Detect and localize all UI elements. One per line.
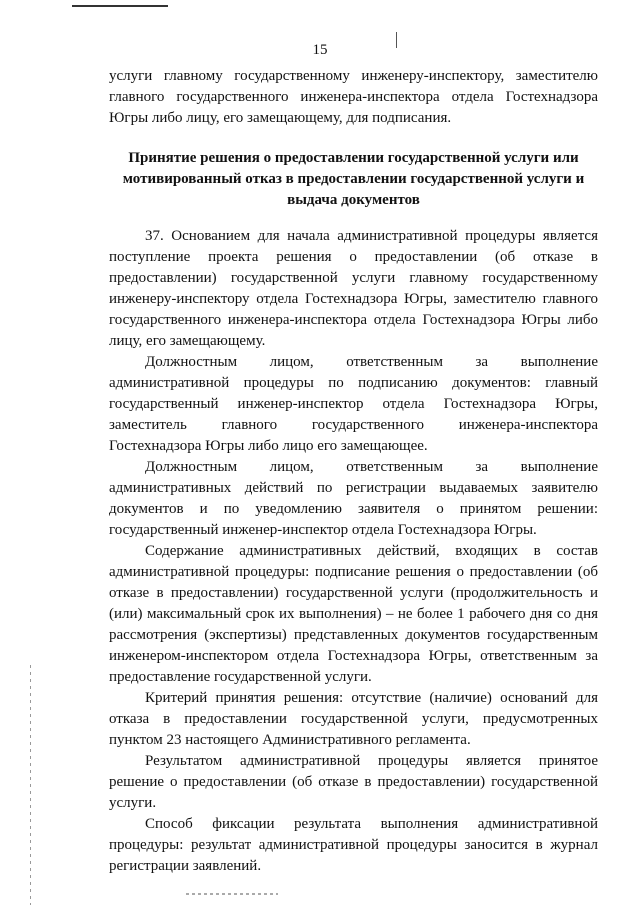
body-text	[109, 226, 598, 877]
paragraph-procedure-content: Содержание административных действий, входящих в состав административной процедуры: подписание решения о предоставлении (об отказе в предоставлении) государственной услуги (продолжительность и (или) максимальный срок их выполнения) – не более 1 рабочего дня со дня рассмотрения (экспертизы) представленных документов государственным инженером-инспектором отдела Гостехнадзора Югры, ответственным за предоставление государственной услуги.	[109, 543, 598, 685]
paragraph-registration-official: Должностным лицом, ответственным за выполнение административных действий по регистрации выдаваемых заявителю документов и по уведомлению заявителя о принятом решении: государственный инженер-инспектор отдела Гостехнадзора Югры.	[109, 459, 598, 538]
paragraph-result-recording: Способ фиксации результата выполнения административной процедуры: результат административной процедуры заносится в журнал регистрации заявлений.	[109, 816, 598, 874]
top-rule	[72, 5, 168, 7]
paragraph-signing-official: Должностным лицом, ответственным за выполнение административной процедуры по подписанию документов: главный государственный инженер-инспектор отдела Гостехнадзора Югры, заместитель главного государственного инженера-инспектора Гостехнадзора Югры либо лицо его замещающее.	[109, 354, 598, 454]
section-heading: Принятие решения о предоставлении государственной услуги или мотивированный отказ в предоставлении государственной услуги и выдача документов	[122, 150, 585, 208]
intro-block	[109, 66, 598, 129]
paragraph-37: 37. Основанием для начала административной процедуры является поступление проекта решения о предоставлении (об отказе в предоставлении) государственной услуги главному государственному инженеру-инспектору отдела Гостехнадзора Югры, заместителю главного государственного инженера-инспектора отдела Гостехнадзора Югры либо лицу, его замещающему.	[109, 228, 598, 349]
paragraph-decision-criterion: Критерий принятия решения: отсутствие (наличие) оснований для отказа в предоставлении государственной услуги, предусмотренных пунктом 23 настоящего Административного регламента.	[109, 690, 598, 748]
scan-mark	[30, 665, 31, 905]
page-number: 15	[312, 42, 328, 58]
footer-smudge	[186, 893, 278, 895]
intro-paragraph: услуги главному государственному инженеру-инспектору, заместителю главного государственного инженера-инспектора отдела Гостехнадзора Югры либо лицу, его замещающему, для подписания.	[109, 68, 598, 126]
paragraph-procedure-result: Результатом административной процедуры является принятое решение о предоставлении (об отказе в предоставлении) государственной услуги.	[109, 753, 598, 811]
